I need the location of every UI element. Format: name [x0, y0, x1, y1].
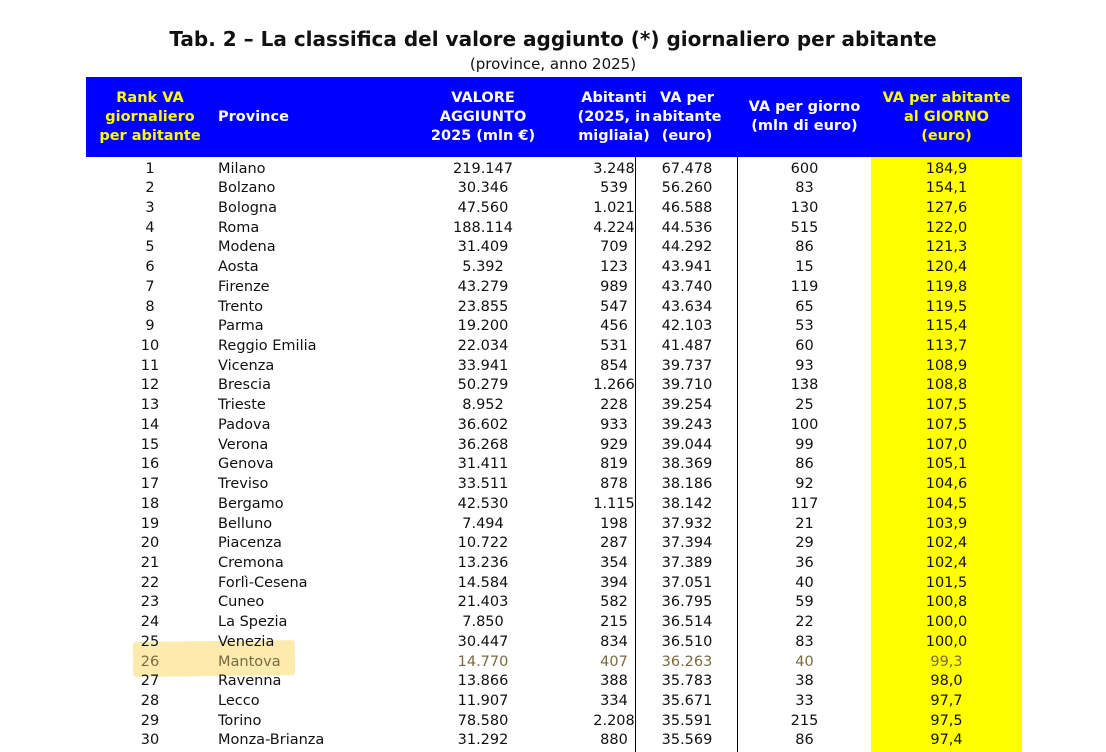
- province-cell: Roma: [218, 219, 260, 236]
- province-cell: Modena: [218, 239, 276, 256]
- province-cell: Forlì-Cesena: [218, 574, 308, 591]
- province-cell: Trieste: [218, 397, 266, 414]
- table-row: [86, 435, 1022, 455]
- va-cell: 13.866: [457, 673, 509, 690]
- header-va_per_ab: [636, 77, 738, 157]
- province-cell: Padova: [218, 416, 271, 433]
- va-cell: 31.292: [457, 732, 509, 749]
- va-abitante-giorno-cell: 104,6: [925, 476, 968, 492]
- va-per-abitante-cell: 35.671: [661, 692, 713, 709]
- rank-cell: 30: [140, 732, 160, 749]
- va-abitante-giorno-cell: 102,4: [925, 554, 968, 571]
- rank-cell: 6: [145, 259, 155, 276]
- rank-cell: 2: [145, 180, 155, 197]
- va-cell: 7.494: [462, 515, 504, 532]
- province-cell: Parma: [218, 318, 264, 335]
- va-cell: 31.411: [457, 456, 509, 473]
- table-row: [86, 297, 1022, 317]
- province-cell: Trento: [218, 298, 264, 315]
- va-per-abitante-cell: 35.591: [661, 712, 713, 729]
- va-cell: 11.907: [457, 692, 509, 709]
- va-per-abitante-cell: 41.487: [661, 338, 713, 354]
- va-per-abitante-cell: 36.510: [661, 633, 713, 650]
- abitanti-cell: 287: [600, 535, 628, 552]
- va-per-abitante-cell: 36.795: [661, 594, 713, 611]
- abitanti-cell: 215: [600, 614, 628, 631]
- table-row: [86, 198, 1022, 218]
- header-label-line: (mln di euro): [751, 118, 858, 134]
- va-abitante-giorno-cell: 115,4: [925, 318, 968, 335]
- va-abitante-giorno-cell: 113,7: [925, 338, 968, 354]
- table-row: [86, 316, 1022, 336]
- va-per-abitante-cell: 38.142: [661, 495, 713, 512]
- rank-cell: 22: [140, 574, 160, 591]
- abitanti-cell: 4.224: [593, 219, 635, 236]
- va-abitante-giorno-cell: 154,1: [925, 180, 968, 197]
- rank-cell: 23: [140, 594, 160, 611]
- va-cell: 36.268: [457, 436, 509, 453]
- va-cell: 5.392: [462, 259, 504, 276]
- abitanti-cell: 989: [600, 278, 628, 295]
- table-row: [86, 553, 1022, 573]
- table-row: [86, 612, 1022, 632]
- table-row: [86, 652, 1022, 672]
- va-per-giorno-cell: 138: [790, 377, 819, 394]
- header-label-line: VA per: [660, 89, 714, 106]
- header-rank: [86, 77, 214, 157]
- table-row: [86, 277, 1022, 297]
- va-abitante-giorno-cell: 100,8: [925, 594, 968, 611]
- province-cell: Piacenza: [218, 535, 282, 552]
- va-per-giorno-cell: 86: [795, 732, 814, 749]
- va-per-abitante-cell: 44.292: [661, 239, 713, 256]
- abitanti-cell: 198: [600, 515, 628, 532]
- va-per-abitante-cell: 39.254: [661, 397, 713, 414]
- va-per-abitante-cell: 38.369: [661, 456, 713, 473]
- header-label-line: Province: [218, 108, 289, 125]
- table-row: [86, 178, 1022, 198]
- header-label-line: Rank VA: [116, 89, 184, 106]
- province-cell: Bolzano: [218, 180, 276, 197]
- abitanti-cell: 880: [600, 732, 628, 749]
- header-va: [402, 77, 564, 157]
- province-cell: Belluno: [218, 515, 273, 532]
- header-label-line: per abitante: [99, 127, 201, 144]
- va-cell: 30.346: [457, 180, 509, 197]
- va-per-giorno-cell: 29: [795, 535, 814, 552]
- va-abitante-giorno-cell: 104,5: [925, 495, 968, 512]
- va-per-abitante-cell: 44.536: [661, 219, 713, 236]
- province-cell: Venezia: [218, 633, 275, 650]
- va-per-giorno-cell: 25: [795, 397, 814, 414]
- va-per-giorno-cell: 83: [795, 633, 814, 650]
- abitanti-cell: 819: [600, 456, 628, 473]
- va-cell: 14.584: [457, 574, 509, 591]
- province-cell: Genova: [218, 456, 274, 473]
- va-cell: 47.560: [457, 199, 509, 216]
- table-row: [86, 592, 1022, 612]
- province-cell: Mantova: [218, 653, 281, 670]
- header-va_giorno: [738, 77, 871, 157]
- header-label-line: (euro): [661, 127, 713, 144]
- va-per-abitante-cell: 46.588: [661, 199, 713, 216]
- va-per-giorno-cell: 93: [795, 357, 814, 374]
- va-per-abitante-cell: 37.389: [661, 554, 713, 571]
- va-per-abitante-cell: 39.710: [661, 377, 713, 394]
- abitanti-cell: 709: [600, 239, 628, 256]
- va-cell: 30.447: [457, 633, 509, 650]
- rank-cell: 9: [145, 318, 155, 335]
- rank-cell: 13: [140, 397, 160, 414]
- rank-cell: 21: [140, 554, 160, 571]
- va-abitante-giorno-cell: 102,4: [925, 535, 968, 552]
- va-cell: 33.941: [457, 357, 509, 374]
- va-per-abitante-cell: 37.932: [661, 515, 713, 532]
- va-per-abitante-cell: 39.737: [661, 357, 713, 374]
- table-row: [86, 395, 1022, 415]
- va-per-giorno-cell: 40: [795, 653, 814, 670]
- va-per-giorno-cell: 86: [795, 456, 814, 473]
- va-cell: 33.511: [457, 476, 509, 492]
- va-abitante-giorno-cell: 108,9: [925, 357, 968, 374]
- abitanti-cell: 539: [600, 180, 628, 197]
- va-abitante-giorno-cell: 119,8: [925, 278, 968, 295]
- header-label-line: Abitanti: [581, 89, 647, 106]
- va-cell: 78.580: [457, 712, 509, 729]
- header-label-line: AGGIUNTO: [439, 108, 527, 125]
- va-abitante-giorno-cell: 122,0: [925, 219, 968, 236]
- va-per-giorno-cell: 86: [795, 239, 814, 256]
- table-row: [86, 356, 1022, 376]
- va-per-abitante-cell: 35.783: [661, 673, 713, 690]
- va-per-abitante-cell: 43.941: [661, 259, 713, 276]
- abitanti-cell: 3.248: [593, 160, 635, 177]
- table-row: [86, 533, 1022, 553]
- table-row: [86, 415, 1022, 435]
- va-per-abitante-cell: 67.478: [661, 160, 713, 177]
- rank-cell: 26: [140, 653, 160, 670]
- table-row: [86, 454, 1022, 474]
- rank-cell: 19: [140, 515, 160, 532]
- va-cell: 14.770: [457, 653, 509, 670]
- va-per-giorno-cell: 65: [795, 298, 814, 315]
- rank-cell: 4: [145, 219, 155, 236]
- va-cell: 188.114: [453, 219, 513, 236]
- province-cell: Vicenza: [218, 357, 275, 374]
- va-per-abitante-cell: 37.394: [661, 535, 713, 552]
- va-per-abitante-cell: 56.260: [661, 180, 713, 197]
- header-label-line: migliaia): [578, 127, 650, 144]
- va-per-abitante-cell: 43.740: [661, 278, 713, 295]
- va-abitante-giorno-cell: 120,4: [925, 259, 968, 276]
- va-abitante-giorno-cell: 107,5: [925, 416, 968, 433]
- rank-cell: 10: [140, 338, 160, 354]
- abitanti-cell: 1.021: [593, 199, 635, 216]
- table-row: [86, 632, 1022, 652]
- va-abitante-giorno-cell: 119,5: [925, 298, 968, 315]
- va-per-giorno-cell: 22: [795, 614, 814, 631]
- header-label-line: (2025, in: [577, 108, 651, 125]
- table-row: [86, 514, 1022, 534]
- va-per-giorno-cell: 40: [795, 574, 814, 591]
- rank-cell: 24: [140, 614, 160, 631]
- table-row: [86, 237, 1022, 257]
- va-abitante-giorno-cell: 99,3: [930, 653, 963, 670]
- va-abitante-giorno-cell: 100,0: [925, 633, 968, 650]
- abitanti-cell: 1.266: [593, 377, 635, 394]
- va-cell: 31.409: [457, 239, 509, 256]
- province-cell: Ravenna: [218, 673, 282, 690]
- header-label-line: (euro): [921, 127, 972, 144]
- va-per-giorno-cell: 21: [795, 515, 814, 532]
- va-cell: 19.200: [457, 318, 509, 335]
- va-cell: 22.034: [457, 338, 509, 354]
- va-per-giorno-cell: 38: [795, 673, 814, 690]
- va-per-giorno-cell: 515: [790, 219, 819, 236]
- va-per-giorno-cell: 600: [790, 160, 819, 177]
- va-per-giorno-cell: 130: [790, 199, 819, 216]
- table-row: [86, 159, 1022, 179]
- va-per-abitante-cell: 42.103: [661, 318, 713, 335]
- va-per-giorno-cell: 59: [795, 594, 814, 611]
- header-label-line: VALORE: [451, 89, 515, 106]
- rank-cell: 18: [140, 495, 160, 512]
- rank-cell: 29: [140, 712, 160, 729]
- table-row: [86, 691, 1022, 711]
- table-row: [86, 730, 1022, 750]
- va-per-abitante-cell: 35.569: [661, 732, 713, 749]
- table-title: Tab. 2 – La classifica del valore aggiunto (*) giornaliero per abitante: [169, 27, 937, 51]
- table-row: [86, 257, 1022, 277]
- abitanti-cell: 228: [600, 397, 628, 414]
- va-abitante-giorno-cell: 121,3: [925, 239, 968, 256]
- va-per-abitante-cell: 36.514: [661, 614, 713, 631]
- va-abitante-giorno-cell: 103,9: [925, 515, 968, 532]
- va-abitante-giorno-cell: 97,4: [930, 732, 963, 749]
- va-abitante-giorno-cell: 98,0: [930, 673, 963, 690]
- table-header: [86, 77, 1022, 157]
- va-per-giorno-cell: 60: [795, 338, 814, 354]
- abitanti-cell: 388: [600, 673, 628, 690]
- table-row: [86, 573, 1022, 593]
- va-cell: 50.279: [457, 377, 509, 394]
- table-row: [86, 474, 1022, 494]
- table-row: [86, 336, 1022, 356]
- va-per-abitante-cell: 39.044: [661, 436, 713, 453]
- va-per-giorno-cell: 36: [795, 554, 814, 571]
- va-per-giorno-cell: 100: [790, 416, 819, 433]
- va-per-abitante-cell: 43.634: [661, 298, 713, 315]
- va-per-giorno-cell: 83: [795, 180, 814, 197]
- abitanti-cell: 354: [600, 554, 628, 571]
- va-per-abitante-cell: 39.243: [661, 416, 713, 433]
- va-abitante-giorno-cell: 100,0: [925, 614, 968, 631]
- province-cell: Brescia: [218, 377, 271, 394]
- header-label-line: 2025 (mln €): [430, 127, 536, 144]
- va-abitante-giorno-cell: 97,5: [930, 712, 963, 729]
- header-label-line: VA per giorno: [748, 99, 861, 115]
- va-abitante-giorno-cell: 105,1: [925, 456, 968, 473]
- rank-cell: 17: [140, 476, 160, 492]
- abitanti-cell: 854: [600, 357, 628, 374]
- rank-cell: 25: [140, 633, 160, 650]
- va-per-giorno-cell: 33: [795, 692, 814, 709]
- province-cell: Torino: [218, 712, 262, 729]
- province-cell: Treviso: [218, 476, 269, 492]
- table-row: [86, 711, 1022, 731]
- va-per-giorno-cell: 215: [790, 712, 819, 729]
- va-cell: 8.952: [462, 397, 504, 414]
- rank-cell: 20: [140, 535, 160, 552]
- province-cell: Milano: [218, 160, 266, 177]
- rank-cell: 8: [145, 298, 155, 315]
- province-cell: Reggio Emilia: [218, 338, 317, 354]
- table-row: [86, 494, 1022, 514]
- province-cell: Lecco: [218, 692, 260, 709]
- abitanti-cell: 1.115: [593, 495, 635, 512]
- rank-cell: 28: [140, 692, 160, 709]
- va-cell: 10.722: [457, 535, 509, 552]
- va-cell: 43.279: [457, 278, 509, 295]
- va-abitante-giorno-cell: 107,0: [925, 436, 968, 453]
- abitanti-cell: 531: [600, 338, 628, 354]
- rank-cell: 14: [140, 416, 160, 433]
- va-cell: 13.236: [457, 554, 509, 571]
- va-per-abitante-cell: 38.186: [661, 476, 713, 492]
- abitanti-cell: 582: [600, 594, 628, 611]
- province-cell: Bergamo: [218, 495, 284, 512]
- va-cell: 23.855: [457, 298, 509, 315]
- header-label-line: abitante: [652, 108, 722, 125]
- rank-cell: 3: [145, 199, 155, 216]
- va-abitante-giorno-cell: 127,6: [925, 199, 968, 216]
- table-row: [86, 671, 1022, 691]
- va-per-abitante-cell: 36.263: [661, 653, 713, 670]
- va-per-giorno-cell: 53: [795, 318, 814, 335]
- table-subtitle: (province, anno 2025): [469, 55, 637, 73]
- header-label-line: giornaliero: [105, 108, 195, 125]
- rank-cell: 16: [140, 456, 160, 473]
- va-cell: 7.850: [462, 614, 504, 631]
- va-abitante-giorno-cell: 108,8: [925, 377, 968, 394]
- header-va_ab_giorno: [871, 77, 1022, 157]
- abitanti-cell: 929: [600, 436, 628, 453]
- header-label-line: al GIORNO: [903, 108, 990, 125]
- rank-cell: 11: [140, 357, 160, 374]
- abitanti-cell: 407: [600, 653, 628, 670]
- va-cell: 219.147: [453, 160, 513, 177]
- abitanti-cell: 834: [600, 633, 628, 650]
- va-abitante-giorno-cell: 101,5: [925, 574, 968, 591]
- header-province: [218, 77, 398, 157]
- va-cell: 36.602: [457, 416, 509, 433]
- abitanti-cell: 933: [600, 416, 628, 433]
- va-per-giorno-cell: 119: [790, 278, 819, 295]
- table-row: [86, 218, 1022, 238]
- va-cell: 21.403: [457, 594, 509, 611]
- va-per-giorno-cell: 99: [795, 436, 814, 453]
- rank-cell: 12: [140, 377, 160, 394]
- abitanti-cell: 2.208: [593, 712, 635, 729]
- rank-cell: 1: [145, 160, 155, 177]
- province-cell: Cremona: [218, 554, 284, 571]
- rank-cell: 27: [140, 673, 160, 690]
- abitanti-cell: 334: [600, 692, 628, 709]
- province-cell: La Spezia: [218, 614, 288, 631]
- va-per-abitante-cell: 37.051: [661, 574, 713, 591]
- province-cell: Firenze: [218, 278, 270, 295]
- rank-cell: 7: [145, 278, 155, 295]
- va-per-giorno-cell: 15: [795, 259, 814, 276]
- rank-cell: 5: [145, 239, 155, 256]
- province-cell: Cuneo: [218, 594, 265, 611]
- province-cell: Bologna: [218, 199, 277, 216]
- province-cell: Monza-Brianza: [218, 732, 325, 749]
- va-abitante-giorno-cell: 97,7: [930, 692, 963, 709]
- abitanti-cell: 394: [600, 574, 628, 591]
- va-abitante-giorno-cell: 107,5: [925, 397, 968, 414]
- province-cell: Aosta: [218, 259, 259, 276]
- abitanti-cell: 456: [600, 318, 628, 335]
- va-per-giorno-cell: 92: [795, 476, 814, 492]
- table-row: [86, 375, 1022, 395]
- province-cell: Verona: [218, 436, 269, 453]
- header-label-line: VA per abitante: [882, 89, 1011, 106]
- abitanti-cell: 878: [600, 476, 628, 492]
- abitanti-cell: 123: [600, 259, 628, 276]
- va-per-giorno-cell: 117: [790, 495, 819, 512]
- rank-cell: 15: [140, 436, 160, 453]
- va-cell: 42.530: [457, 495, 509, 512]
- abitanti-cell: 547: [600, 298, 628, 315]
- va-abitante-giorno-cell: 184,9: [925, 160, 968, 177]
